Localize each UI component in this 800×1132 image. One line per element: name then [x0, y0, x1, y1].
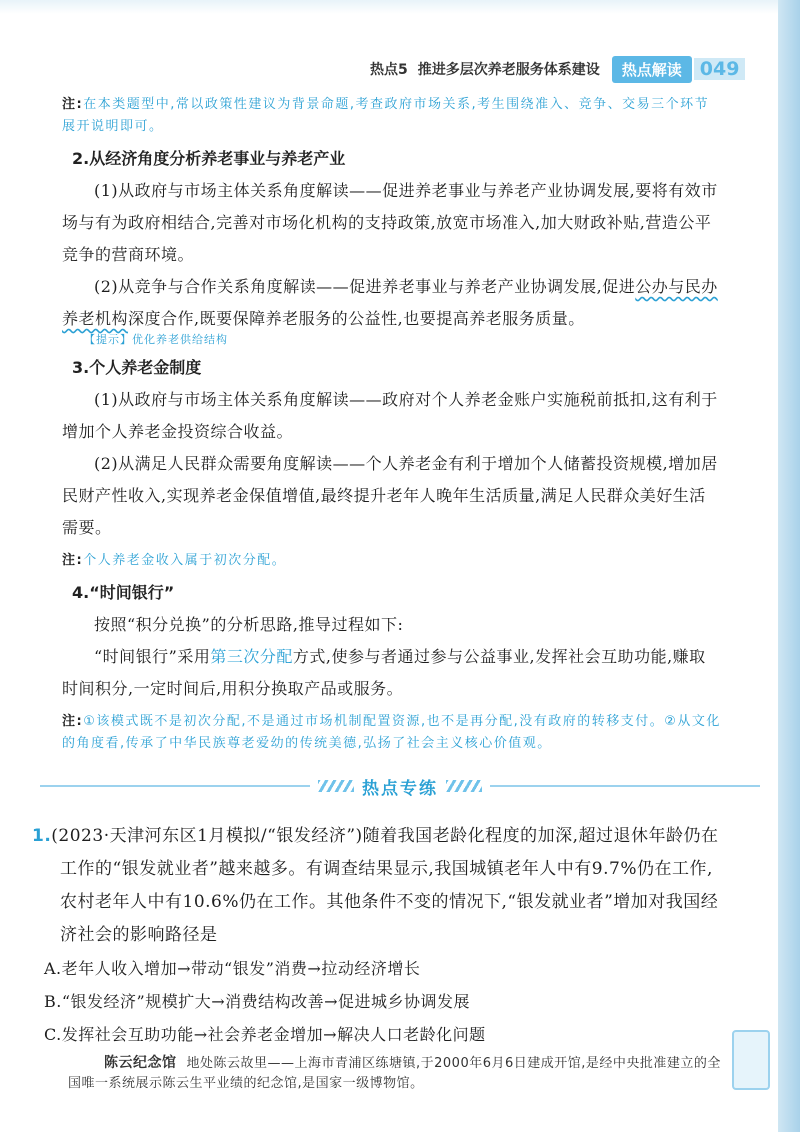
s4-p2-end: 方式,使参与者通过参与公益事业,发挥社会互助功能,赚取时间积分,一定时间后,用积分换取产品或服务。 [62, 647, 706, 698]
question-stem [32, 820, 722, 952]
banner-stripes-right [446, 780, 482, 792]
option-a: A.老年人收入增加→带动“银发”消费→拉动经济增长 [44, 959, 421, 978]
s4-p2-highlight: 第三次分配 [210, 647, 293, 666]
note-lead: 注: [62, 714, 84, 729]
note-3 [62, 711, 722, 755]
question-stem-text: (2023·天津河东区1月模拟/“银发经济”)随着我国老龄化程度的加深,超过退休年龄仍在工作的“银发就业者”越来越多。有调查结果显示,我国城镇老年人中有9.7%仍在工作,农村老年人中有10.6%仍在工作。其他条件不变的情况下,“银发就业者”增加对我国经济社会的影响路径是 [51, 826, 719, 945]
note-1 [62, 94, 722, 138]
section-4-title: 4.“时间银行” [72, 583, 175, 602]
note-lead: 注: [62, 97, 84, 112]
banner-title: 热点专练 [362, 778, 438, 799]
banner-stripes-left [318, 780, 354, 792]
option-c: C.发挥社会互助功能→社会养老金增加→解决人口老龄化问题 [44, 1025, 486, 1044]
section-3-paragraph-1: (1)从政府与市场主体关系角度解读——政府对个人养老金账户实施税前抵扣,这有利于增加个人养老金投资综合收益。 [62, 390, 718, 441]
section-3-title: 3.个人养老金制度 [72, 358, 202, 377]
banner-line-left [40, 785, 310, 787]
footer-note [68, 1053, 728, 1094]
handwritten-hint: 【提示】优化养老供给结构 [84, 333, 228, 346]
hot-label: 热点5 [370, 62, 408, 78]
s2-p2-start: (2)从竞争与合作关系角度解读——促进养老事业与养老产业协调发展,促进 [94, 277, 636, 296]
footer-title: 陈云纪念馆 [104, 1055, 177, 1071]
option-b: B.“银发经济”规模扩大→消费结构改善→促进城乡协调发展 [44, 992, 471, 1011]
hot-title: 推进多层次养老服务体系建设 [417, 62, 600, 78]
question-number: 1. [32, 826, 52, 846]
main-content [62, 94, 722, 755]
practice-banner [40, 774, 760, 798]
section-2-title: 2.从经济角度分析养老事业与养老产业 [72, 149, 346, 168]
s4-p2-start: “时间银行”采用 [94, 647, 211, 666]
note-1-text: 在本类题型中,常以政策性建议为背景命题,考查政府市场关系,考生围绕准入、竞争、交易三个环节展开说明即可。 [62, 97, 710, 134]
section-2-paragraph-1: (1)从政府与市场主体关系角度解读——促进养老事业与养老产业协调发展,要将有效市场与有为政府相结合,完善对市场化机构的支持政策,放宽市场准入,加大财政补贴,营造公平竞争的营商环境。 [62, 181, 718, 264]
side-tab-icon [732, 1030, 770, 1090]
page-side-edge [778, 0, 800, 1132]
note-lead: 注: [62, 553, 84, 568]
page-top-edge [0, 0, 800, 14]
page-number: 049 [694, 58, 746, 80]
section-4-paragraph-1: 按照“积分兑换”的分析思路,推导过程如下: [94, 615, 404, 634]
section-3-paragraph-2: (2)从满足人民群众需要角度解读——个人养老金有利于增加个人储蓄投资规模,增加居民财产性收入,实现养老金保值增值,最终提升老年人晚年生活质量,满足人民群众美好生活需要。 [62, 454, 718, 537]
section-2-paragraph-2 [62, 271, 722, 335]
section-badge: 热点解读 [612, 56, 692, 83]
s2-p2-underlined: 公办与民办养老机构 [62, 277, 718, 328]
note-2 [62, 550, 722, 572]
page-header [370, 56, 745, 82]
banner-line-right [490, 785, 760, 787]
note-3-text: ①该模式既不是初次分配,不是通过市场机制配置资源,也不是再分配,没有政府的转移支付。②从文化的角度看,传承了中华民族尊老爱幼的传统美德,弘扬了社会主义核心价值观。 [62, 714, 721, 751]
question-1 [32, 820, 722, 1051]
s2-p2-end: 深度合作,既要保障养老服务的公益性,也要提高养老服务质量。 [128, 309, 585, 328]
section-4-paragraph-2 [62, 641, 722, 705]
footer-text: 地处陈云故里——上海市青浦区练塘镇,于2000年6月6日建成开馆,是经中央批准建立的全国唯一系统展示陈云生平业绩的纪念馆,是国家一级博物馆。 [68, 1056, 721, 1091]
note-2-text: 个人养老金收入属于初次分配。 [83, 553, 287, 568]
